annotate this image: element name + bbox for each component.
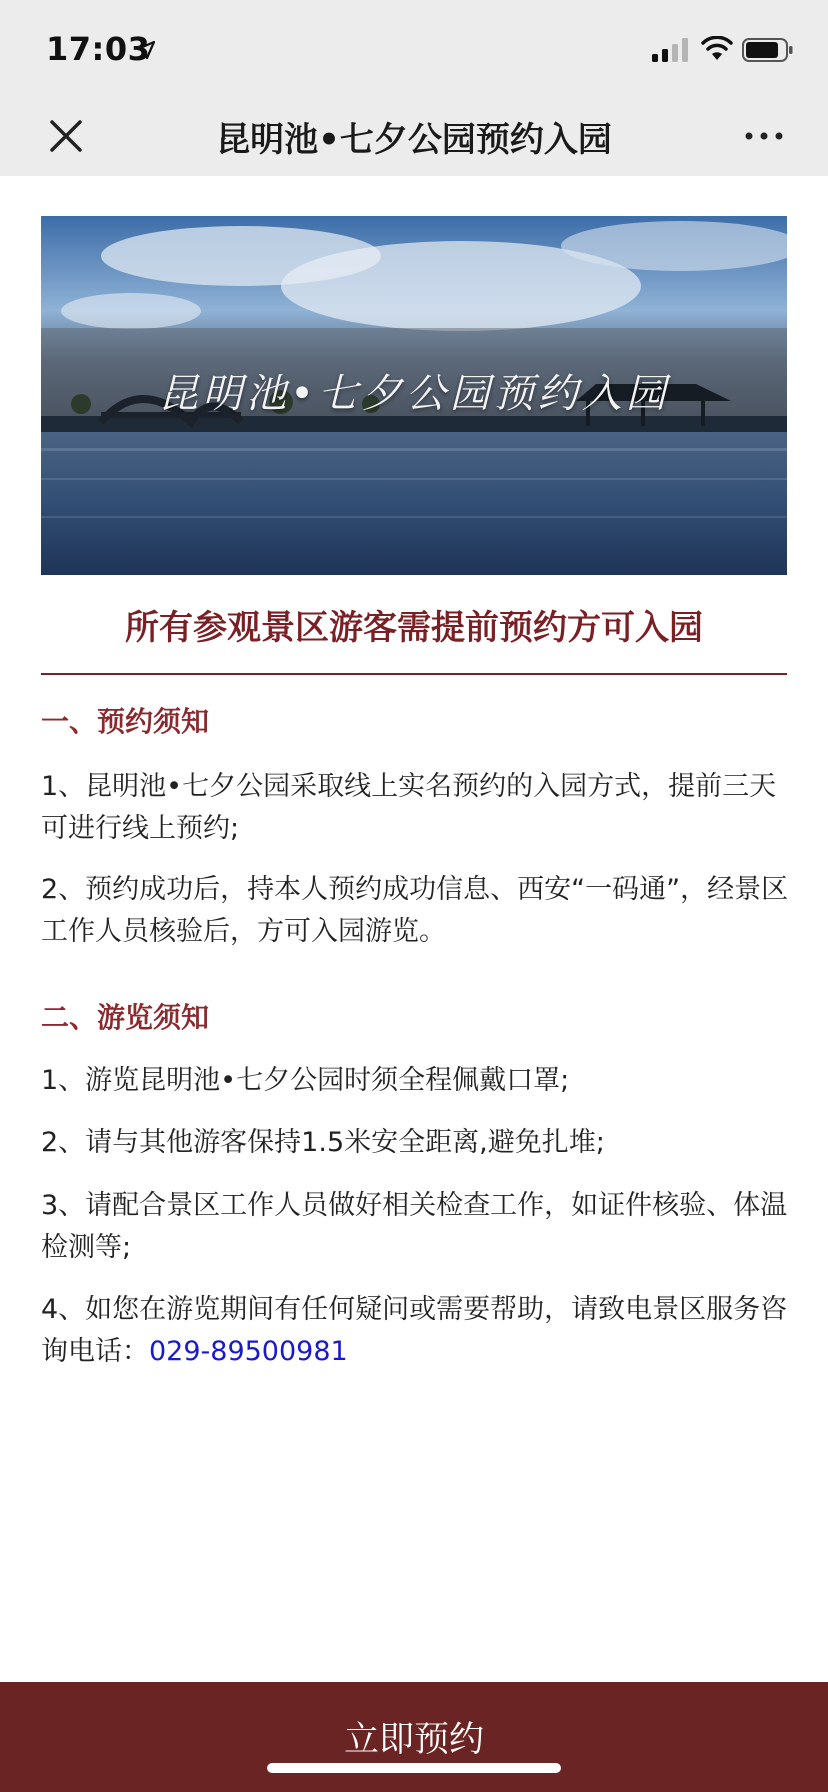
- service-phone-link[interactable]: 029-89500981: [149, 1336, 348, 1367]
- nav-title: 昆明池•七夕公园预约入园: [216, 120, 612, 160]
- visit-item-2: 2、请与其他游客保持1.5米安全距离,避免扎堆;: [41, 1127, 605, 1158]
- visit-item-4: [41, 1289, 789, 1373]
- banner-caption: 昆明池•七夕公园预约入园: [158, 371, 670, 417]
- reserve-now-label: 立即预约: [343, 1720, 484, 1760]
- status-bar: [0, 0, 828, 96]
- signal-icon: [652, 38, 690, 62]
- reserve-now-button[interactable]: [0, 1682, 828, 1792]
- more-icon[interactable]: [744, 126, 784, 146]
- section-title-visit: 二、游览须知: [41, 1001, 210, 1034]
- divider: [41, 673, 787, 675]
- reservation-item-1: 1、昆明池•七夕公园采取线上实名预约的入园方式，提前三天可进行线上预约;: [41, 771, 777, 844]
- home-indicator: [267, 1763, 561, 1773]
- section-title-reservation: 一、预约须知: [41, 705, 210, 738]
- close-icon[interactable]: [46, 116, 86, 156]
- headline: 所有参观景区游客需提前预约方可入园: [125, 608, 703, 648]
- battery-icon: [742, 38, 794, 62]
- status-time: 17:03: [46, 30, 151, 68]
- wifi-icon: [700, 36, 734, 62]
- nav-bar: [0, 96, 828, 176]
- visit-item-1: 1、游览昆明池•七夕公园时须全程佩戴口罩;: [41, 1065, 570, 1096]
- location-arrow-icon: [136, 40, 156, 60]
- visit-item-3: 3、请配合景区工作人员做好相关检查工作，如证件核验、体温检测等;: [41, 1190, 788, 1263]
- banner-image: [41, 216, 787, 575]
- reservation-item-2: 2、预约成功后，持本人预约成功信息、西安“一码通”，经景区工作人员核验后，方可入园游览。: [41, 874, 789, 947]
- visit-item-4-text: 4、如您在游览期间有任何疑问或需要帮助，请致电景区服务咨询电话：: [41, 1294, 788, 1367]
